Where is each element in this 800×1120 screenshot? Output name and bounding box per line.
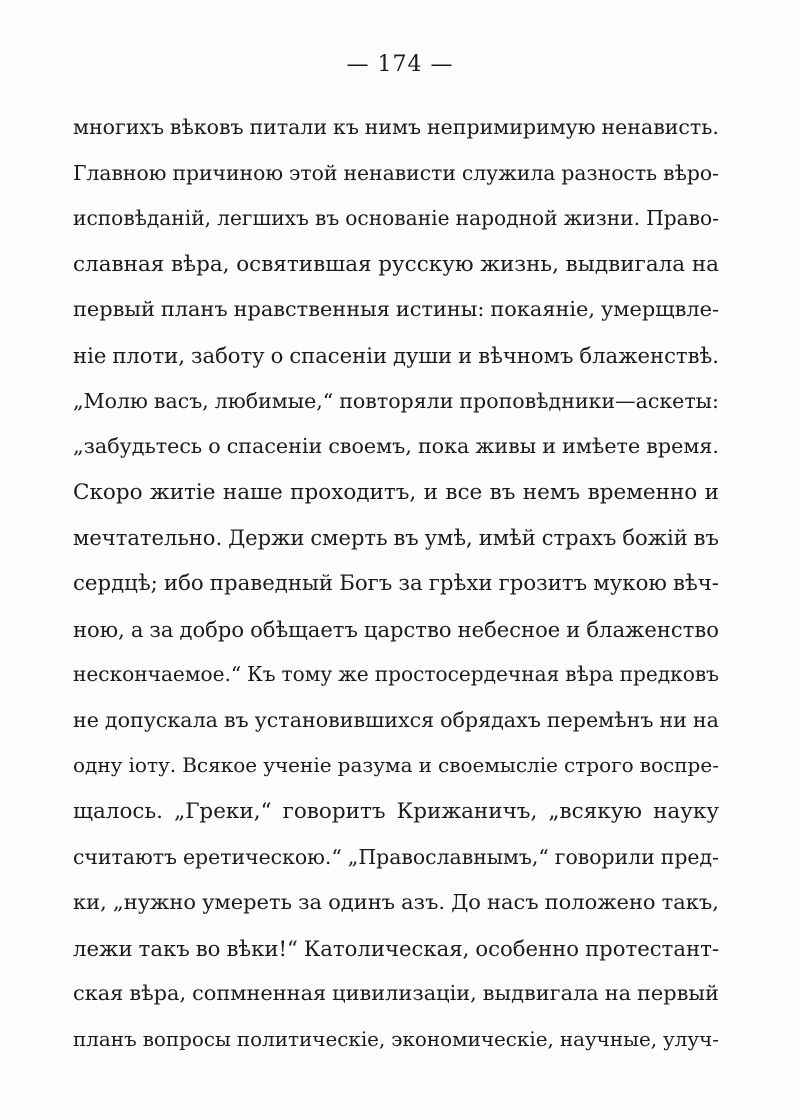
word: грѣхи xyxy=(428,570,493,596)
text-line xyxy=(73,835,719,881)
text-line xyxy=(73,1017,719,1063)
word: во xyxy=(195,935,221,961)
word: покаяніе, xyxy=(490,297,596,322)
word: небесное xyxy=(457,616,561,642)
word: грозитъ xyxy=(498,570,588,596)
word: царство xyxy=(363,616,452,642)
word: въ xyxy=(693,525,719,551)
word: считаютъ xyxy=(73,844,178,869)
word: ніе xyxy=(73,342,107,368)
word: и xyxy=(418,753,432,778)
word: за xyxy=(398,570,423,596)
word: предковъ xyxy=(619,662,719,687)
word: ученіе xyxy=(263,753,332,778)
word: повторяли xyxy=(339,388,454,413)
word: Держи xyxy=(228,525,305,551)
word: умереть xyxy=(202,890,292,915)
word: ская xyxy=(73,981,124,1006)
word: нескончаемое.“ xyxy=(73,662,242,687)
word: Къ xyxy=(247,662,276,687)
word: научные, xyxy=(559,1027,658,1051)
word: протестант- xyxy=(585,935,719,961)
word: положено xyxy=(544,890,656,915)
text-line xyxy=(73,652,719,698)
word: за xyxy=(298,890,323,915)
word: на xyxy=(691,251,719,277)
text-line xyxy=(73,789,719,835)
word: умѣ, xyxy=(424,525,473,551)
word: причиною xyxy=(172,160,284,185)
word: еретическою.“ xyxy=(182,844,342,869)
word: на xyxy=(604,981,632,1006)
word: перемѣнъ xyxy=(546,707,654,732)
word: ки, xyxy=(73,890,107,915)
word: божій xyxy=(622,525,688,551)
text-line xyxy=(73,698,719,744)
word: политическіе, xyxy=(236,1027,386,1051)
word: спасеніи xyxy=(289,342,388,368)
word: заботу xyxy=(190,342,265,368)
word: іоту. xyxy=(128,753,177,778)
word: праведный xyxy=(209,570,334,596)
text-line xyxy=(73,470,719,516)
word: ненависть. xyxy=(601,115,719,139)
word: не xyxy=(73,707,99,732)
word: служила xyxy=(461,160,556,185)
word: Всякое xyxy=(182,753,258,778)
word: души xyxy=(393,342,453,368)
word: многихъ xyxy=(73,115,165,139)
word: лежи xyxy=(73,935,133,961)
word: и xyxy=(704,479,719,505)
word: смерть xyxy=(310,525,388,551)
word: и xyxy=(458,342,473,368)
word: разность xyxy=(561,160,658,185)
text-line xyxy=(73,424,719,470)
word: установившихся xyxy=(254,707,435,732)
word: время. xyxy=(646,434,719,459)
word: Скоро xyxy=(73,479,143,505)
word: жизнь, xyxy=(480,251,559,277)
word: вѣковъ xyxy=(169,115,244,139)
page-number: — 174 — xyxy=(346,52,454,77)
word: такъ xyxy=(138,935,190,961)
word: „забудьтесь xyxy=(73,434,203,459)
text-line xyxy=(73,333,719,379)
word: въ xyxy=(489,479,516,505)
word: вѣки!“ xyxy=(226,935,298,961)
word: своемъ, xyxy=(328,434,412,459)
word: въ xyxy=(223,707,249,732)
word: одинъ xyxy=(328,890,396,915)
word: плоти, xyxy=(112,342,185,368)
word: „всякую xyxy=(548,798,643,824)
word: проповѣдники—аскеты: xyxy=(459,388,719,413)
word: наше xyxy=(222,479,283,505)
word: о xyxy=(270,342,284,368)
text-line xyxy=(73,287,719,333)
text-line xyxy=(73,515,719,561)
word: блаженствѣ. xyxy=(579,342,719,368)
word: живы xyxy=(475,434,537,459)
text-line xyxy=(73,151,719,197)
word: одну xyxy=(73,753,123,778)
word: страхъ xyxy=(541,525,617,551)
word: „нужно xyxy=(112,890,196,915)
word: Крижаничъ, xyxy=(396,798,538,824)
word: же xyxy=(338,662,369,687)
word: вопросы xyxy=(142,1027,231,1051)
word: къ xyxy=(333,115,359,139)
word: пока xyxy=(417,434,470,459)
word: науку xyxy=(653,798,719,824)
word: проходитъ, xyxy=(290,479,417,505)
word: „Православнымъ,“ xyxy=(347,844,549,869)
word: ною, xyxy=(73,616,125,642)
word: этой xyxy=(289,160,338,185)
text-line xyxy=(73,242,719,288)
word: истины: xyxy=(395,297,485,322)
text-line xyxy=(73,561,719,607)
body-text xyxy=(73,105,719,1062)
word: цивилизаціи, xyxy=(332,981,477,1006)
word: и xyxy=(542,434,557,459)
word: простосердечная xyxy=(374,662,560,687)
word: „Греки,“ xyxy=(174,798,272,824)
word: питали xyxy=(249,115,328,139)
word: умерщвле- xyxy=(601,297,719,322)
word: спасеніи xyxy=(226,434,323,459)
word: насъ xyxy=(487,890,539,915)
text-line xyxy=(73,971,719,1017)
word: воспре- xyxy=(639,753,719,778)
word: допускала xyxy=(104,707,218,732)
word: житіе xyxy=(149,479,216,505)
word: Главною xyxy=(73,160,167,185)
word: блаженство xyxy=(586,616,719,642)
word: Католическая, xyxy=(303,935,470,961)
word: временно xyxy=(587,479,698,505)
word: улуч- xyxy=(663,1027,719,1051)
word: вѣра xyxy=(565,662,614,687)
word: народной xyxy=(455,206,558,231)
text-line xyxy=(73,379,719,425)
word: обрядахъ xyxy=(440,707,541,732)
word: въ xyxy=(393,525,419,551)
word: пред- xyxy=(660,844,719,869)
word: и xyxy=(566,616,581,642)
word: сопмненная xyxy=(192,981,327,1006)
word: Богъ xyxy=(339,570,393,596)
word: имѣй xyxy=(478,525,536,551)
word: мечтательно. xyxy=(73,525,223,551)
word: ненависти xyxy=(343,160,456,185)
word: тому xyxy=(281,662,333,687)
word: планъ xyxy=(160,297,228,322)
word: въ xyxy=(314,206,340,231)
text-line xyxy=(73,880,719,926)
word: обѣщаетъ xyxy=(250,616,358,642)
word: Право- xyxy=(646,206,719,231)
word: говоритъ xyxy=(282,798,386,824)
word: особенно xyxy=(475,935,580,961)
word: основаніе xyxy=(345,206,450,231)
word: васъ, xyxy=(153,388,209,413)
word: такъ, xyxy=(661,890,719,915)
text-line xyxy=(73,196,719,242)
word: легшихъ xyxy=(217,206,309,231)
word: нимъ xyxy=(364,115,422,139)
word: разума xyxy=(337,753,413,778)
word: непримиримую xyxy=(426,115,596,139)
word: все xyxy=(445,479,483,505)
word: „Молю xyxy=(73,388,148,413)
word: планъ xyxy=(73,1027,137,1051)
word: за xyxy=(149,616,174,642)
text-line xyxy=(73,607,719,653)
word: азъ. xyxy=(401,890,446,915)
text-line xyxy=(73,743,719,789)
word: вѣро- xyxy=(663,160,719,185)
word: вѣчномъ xyxy=(478,342,574,368)
text-line xyxy=(73,105,719,151)
word: ни xyxy=(659,707,687,732)
word: добро xyxy=(179,616,245,642)
word: освятившая xyxy=(236,251,372,277)
word: щалось. xyxy=(73,798,163,824)
word: первый xyxy=(73,297,155,322)
word: вѣра, xyxy=(171,251,230,277)
word: на xyxy=(692,707,719,732)
text-line xyxy=(73,926,719,972)
word: вѣч- xyxy=(672,570,719,596)
word: сердцѣ; xyxy=(73,570,158,596)
word: русскую xyxy=(378,251,474,277)
word: исповѣданій, xyxy=(73,206,212,231)
word: любимые,“ xyxy=(214,388,334,413)
word: строго xyxy=(564,753,634,778)
word: и xyxy=(423,479,438,505)
word: имѣете xyxy=(562,434,641,459)
word: говорили xyxy=(554,844,655,869)
word: вѣра, xyxy=(129,981,187,1006)
word: выдвигала xyxy=(482,981,599,1006)
word: До xyxy=(451,890,481,915)
word: своемысліе xyxy=(438,753,558,778)
word: о xyxy=(208,434,221,459)
word: первый xyxy=(637,981,719,1006)
word: экономическіе, xyxy=(391,1027,554,1051)
word: мукою xyxy=(593,570,667,596)
word: а xyxy=(130,616,144,642)
word: славная xyxy=(73,251,165,277)
word: нравственныя xyxy=(233,297,390,322)
word: выдвигала xyxy=(565,251,686,277)
word: немъ xyxy=(522,479,581,505)
word: жизни. xyxy=(563,206,641,231)
word: ибо xyxy=(163,570,204,596)
